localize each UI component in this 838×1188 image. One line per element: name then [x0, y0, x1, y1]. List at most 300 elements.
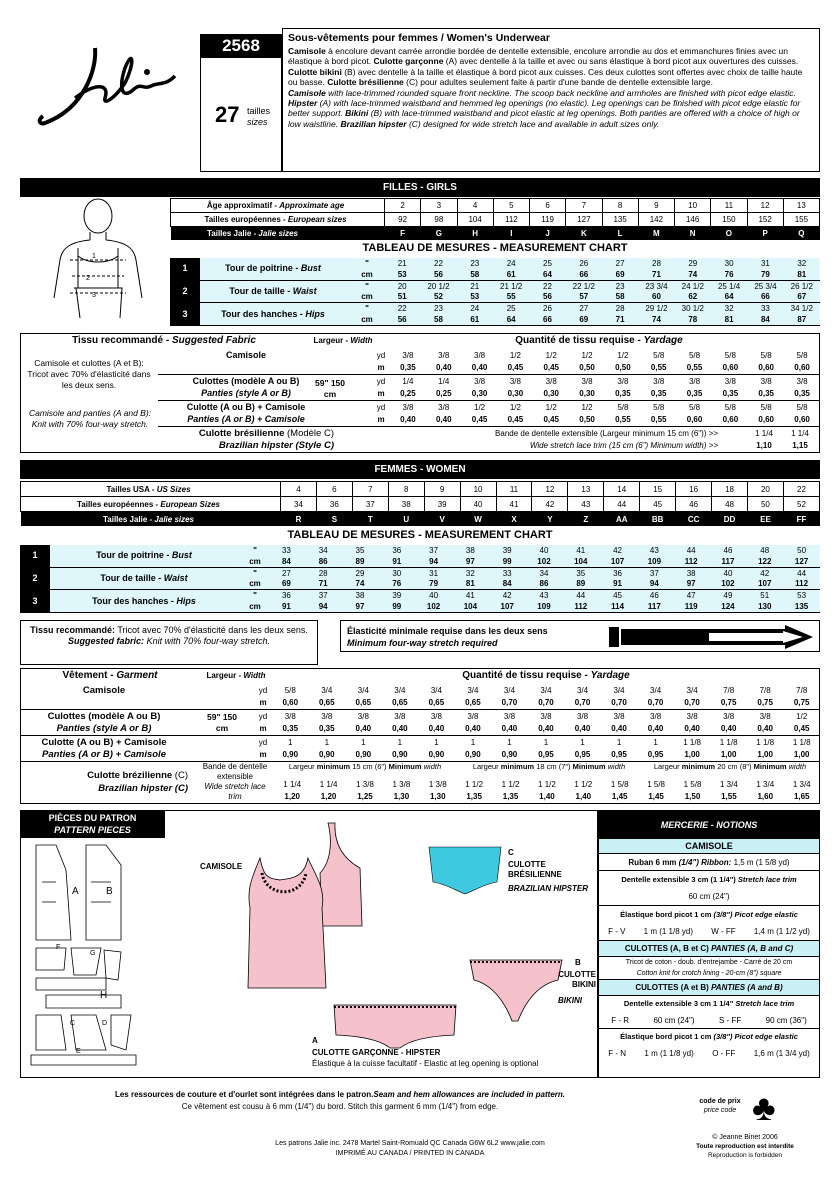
wyard-en: [20, 696, 200, 709]
us-cell: 12: [532, 482, 568, 497]
in-cell: 20 1/2: [427, 281, 450, 291]
eu-cell: 98: [421, 213, 457, 227]
ribbon-value: 1,5 m (1 5/8 yd): [733, 858, 790, 867]
jalie-logo: [25, 28, 195, 138]
in-cell: 34 1/2: [790, 304, 813, 314]
unit-cm: cm: [361, 315, 373, 325]
cm-cell: 71: [615, 315, 625, 325]
weu-cell: 50: [747, 497, 783, 512]
women-measure-table: [20, 545, 820, 613]
us-cell: 8: [388, 482, 424, 497]
wm-cell: 0,90: [465, 750, 481, 760]
wbrazil-m: 1,45: [648, 791, 664, 801]
notions-lace3b: Dentelle extensible 3 cm 1 1/4" Stretch lace trim: [623, 999, 795, 1008]
yd-cell: 3/8: [474, 376, 486, 386]
women-lace-fr: Bande de dentelle extensible: [202, 762, 268, 781]
in-cell: 26: [579, 258, 589, 268]
m-cell: 0,40: [435, 363, 452, 373]
cm-cell: 60: [652, 292, 661, 302]
win-cell: 27: [281, 568, 291, 578]
age-cell: 3: [421, 199, 457, 213]
b-en: BIKINI: [558, 996, 582, 1005]
wyd-cell: 3/8: [284, 711, 296, 721]
wunit-cm: cm: [249, 556, 261, 566]
us-cell: 11: [496, 482, 532, 497]
cm-cell: 64: [506, 315, 516, 325]
wyd-cell: 1: [653, 737, 658, 747]
cm-cell: 56: [434, 269, 443, 279]
girls-width-title: Largeur - Width: [313, 336, 373, 345]
yd-cell: 1/2: [509, 350, 521, 360]
wbrazil-yd: 1 3/8: [392, 779, 411, 789]
in-cell: 25 1/4: [717, 281, 741, 291]
wcm-cell: 97: [465, 556, 475, 566]
in-cell: 24: [470, 304, 480, 314]
m-cell: 0,35: [400, 363, 416, 373]
in-cell: 25: [543, 258, 552, 268]
wyd-cell: 3/8: [394, 711, 406, 721]
weu-cell: 36: [316, 497, 352, 512]
fv-range: F - V: [608, 927, 626, 936]
svg-text:3: 3: [92, 292, 96, 299]
repro-fr: Toute reproduction est interdite: [696, 1143, 794, 1150]
seam-en: Seam and hem allowances are included in pattern.: [373, 1090, 566, 1099]
win-cell: 42: [613, 545, 623, 555]
win-cell: 36: [281, 591, 291, 601]
wyd-cell: 3/8: [650, 711, 662, 721]
eu-cell: 152: [747, 213, 783, 227]
wcm-cell: 91: [613, 579, 623, 589]
wjalie-cell: AA: [615, 514, 628, 524]
piece-label-b: B: [106, 886, 113, 897]
in-cell: 31: [760, 258, 770, 268]
win-cell: 30: [392, 568, 402, 578]
weu-cell: 41: [496, 497, 532, 512]
wm-cell: 0,40: [574, 724, 591, 734]
wcm-cell: 94: [649, 579, 659, 589]
women-garment-title: Vêtement - Garment: [62, 670, 158, 681]
wyd-cell: 3/4: [394, 685, 406, 695]
wcm-cell: 84: [502, 579, 512, 589]
cm-cell: 55: [506, 292, 516, 302]
weu-cell: 48: [712, 497, 748, 512]
wff-value: 1,4 m (1 1/2 yd): [753, 927, 810, 936]
wyd-cell: 3/4: [357, 685, 369, 695]
in-cell: 24: [506, 258, 516, 268]
wbrazil-yd: 1 5/8: [647, 779, 665, 789]
wcm-cell: 107: [500, 602, 514, 612]
wcm-cell: 91: [392, 556, 402, 566]
wbrazil-yd: 1 1/4: [283, 779, 302, 789]
yd-cell: 5/8: [653, 402, 665, 412]
weu-cell: 52: [783, 497, 819, 512]
wcm-cell: 102: [537, 556, 551, 566]
us-cell: 6: [316, 482, 352, 497]
wm-cell: 0,65: [392, 698, 408, 708]
wm-cell: 0,40: [720, 724, 737, 734]
wyard-gap: [200, 696, 254, 709]
row-num: 3: [170, 303, 200, 326]
wm-cell: 0,90: [282, 750, 299, 760]
girls-chart-title: TABLEAU DE MESURES - MEASUREMENT CHART: [362, 242, 628, 254]
wjalie-cell: Z: [583, 514, 589, 524]
wjalie-cell: W: [474, 514, 482, 524]
wunit-m: m: [259, 750, 267, 760]
wrow-num: 1: [20, 545, 50, 567]
cm-cell: 57: [579, 292, 589, 302]
wcm-cell: 89: [355, 556, 365, 566]
wbrazil-yd: 1 3/4: [792, 779, 811, 789]
cm-cell: 81: [797, 269, 807, 279]
girls-yardage-title: Quantité de tissu requise - Yardage: [515, 335, 683, 346]
sff-range: S - FF: [718, 1016, 742, 1025]
wm-cell: 0,75: [720, 698, 737, 708]
m-cell: 0,35: [686, 389, 703, 399]
win-cell: 49: [723, 591, 733, 601]
women-banner: FEMMES - WOMEN: [20, 460, 820, 479]
row-label: Tour des hanches - Hips: [221, 308, 325, 319]
wrow-num: 3: [20, 590, 50, 613]
in-cell: 26: [543, 304, 552, 314]
wcm-cell: 102: [721, 579, 735, 589]
wm-cell: 0,35: [319, 724, 335, 734]
yd-cell: 3/8: [796, 376, 808, 386]
eu-cell: 127: [566, 213, 602, 227]
us-cell: 18: [712, 482, 748, 497]
yard-fr: Culotte (A ou B) + Camisole: [186, 401, 306, 412]
yd-cell: 5/8: [796, 350, 808, 360]
hipster-drawing: [330, 1000, 460, 1050]
win-cell: 34: [318, 545, 328, 555]
m-cell: 0,30: [543, 389, 560, 399]
girls-brazil-yd-p: 1 1/4: [791, 429, 809, 438]
sizes-box: [200, 58, 282, 172]
pieces-title-en: PATTERN PIECES: [54, 825, 131, 835]
win-cell: 37: [318, 591, 328, 601]
yard-en: [158, 361, 336, 374]
wcm-cell: 124: [721, 602, 735, 612]
yd-cell: 5/8: [760, 402, 772, 412]
pieces-title-fr: PIÈCES DU PATRON: [48, 813, 137, 823]
cm-cell: 74: [688, 269, 698, 279]
in-cell: 23 3/4: [645, 281, 668, 291]
weu-cell: 40: [460, 497, 496, 512]
m-cell: 0,55: [650, 363, 667, 373]
m-cell: 0,45: [507, 415, 524, 425]
wff-range: W - FF: [711, 927, 736, 936]
wunit-cm: cm: [249, 579, 261, 589]
win-cell: 53: [797, 591, 807, 601]
wm-cell: 0,65: [465, 698, 481, 708]
wyd-cell: 1: [543, 737, 549, 747]
women-width: 59" 150 cm: [206, 712, 238, 733]
b-label: B: [575, 958, 581, 967]
win-cell: 36: [613, 568, 623, 578]
wcm-cell: 112: [795, 579, 809, 589]
age-cell: 2: [385, 199, 421, 213]
win-cell: 46: [649, 591, 659, 601]
cm-cell: 61: [506, 269, 516, 279]
m-cell: 0,45: [543, 363, 560, 373]
cm-cell: 66: [579, 269, 589, 279]
yd-cell: 3/8: [474, 350, 486, 360]
cm-cell: 58: [470, 269, 480, 279]
wyard-gap: [200, 709, 254, 722]
yard-gap: [336, 387, 372, 400]
cm-cell: 84: [760, 315, 770, 325]
in-cell: 29: [688, 258, 698, 268]
wm-cell: 0,75: [757, 698, 773, 708]
unit-yd: yd: [376, 376, 386, 386]
win-cell: 51: [760, 591, 770, 601]
cm-cell: 58: [615, 292, 625, 302]
wjalie-cell: S: [331, 514, 338, 524]
girls-size-table: [170, 198, 820, 240]
us-cell: 20: [747, 482, 783, 497]
wcm-cell: 97: [686, 579, 696, 589]
wcm-cell: 76: [392, 579, 402, 589]
wunit-in: ": [253, 591, 257, 601]
in-cell: 30: [724, 258, 734, 268]
in-cell: 24 1/2: [681, 281, 704, 291]
in-cell: 23: [470, 258, 480, 268]
wcm-cell: 130: [758, 602, 772, 612]
wm-cell: 0,90: [319, 750, 335, 760]
wyd-cell: 7/8: [759, 685, 771, 695]
wyd-cell: 1: [288, 737, 293, 747]
piece-label-c: C: [70, 1020, 76, 1027]
yd-cell: 1/2: [581, 350, 593, 360]
in-cell: 30 1/2: [681, 304, 704, 314]
wyd-cell: 3/8: [321, 711, 333, 721]
cm-cell: 56: [397, 315, 407, 325]
girls-width: 59" 150 cm: [314, 378, 346, 399]
wcm-cell: 86: [539, 579, 549, 589]
yard-en: Panties (A or B) + Camisole: [187, 414, 305, 425]
wyd-cell: 7/8: [796, 685, 808, 695]
wyd-cell: 1 1/8: [719, 737, 738, 747]
yd-cell: 5/8: [760, 350, 772, 360]
footer-stitch: Ce vêtement est cousu à 6 mm (1/4") du bord. Stitch this garment 6 mm (1/4") from edge.: [181, 1102, 499, 1111]
wcm-cell: 79: [429, 579, 439, 589]
wm-cell: 0,40: [684, 724, 700, 734]
wcm-cell: 102: [426, 602, 441, 612]
piece-label-e: E: [76, 1048, 81, 1055]
unit-m: m: [377, 389, 385, 399]
m-cell: 0,35: [722, 389, 739, 399]
wyd-cell: 1: [507, 737, 512, 747]
notions-picot2: Élastique bord picot 1 cm (3/8") Picot edge elastic: [620, 1032, 798, 1041]
notions-lace3b-row: [599, 1012, 819, 1029]
piece-label-g: G: [90, 950, 96, 957]
win-cell: 50: [797, 545, 807, 555]
weu-cell: 42: [532, 497, 568, 512]
m-cell: 0,40: [471, 363, 488, 373]
wjalie-cell: V: [439, 514, 445, 524]
yd-cell: 1/4: [402, 376, 414, 386]
age-cell: 11: [711, 199, 747, 213]
wunit-m: m: [259, 698, 267, 708]
in-cell: 23: [434, 304, 443, 314]
yd-cell: 5/8: [724, 402, 736, 412]
m-cell: 0,45: [507, 363, 524, 373]
yard-en: Panties (style A or B): [201, 388, 291, 399]
wjalie-cell: CC: [687, 514, 700, 524]
wm-cell: 0,75: [793, 698, 810, 708]
in-cell: 26 1/2: [790, 281, 813, 291]
in-cell: 22: [543, 281, 552, 291]
wm-cell: 0,45: [793, 724, 810, 734]
wunit-in: ": [253, 568, 257, 578]
girls-yardage-table: [158, 349, 820, 427]
win-cell: 48: [760, 545, 770, 555]
cm-cell: 66: [760, 292, 770, 302]
stretch-arrow: [609, 625, 815, 649]
weu-cell: 46: [676, 497, 712, 512]
cm-cell: 58: [434, 315, 443, 325]
wcm-cell: 94: [318, 602, 328, 612]
wrow-label: Tour de taille - Waist: [100, 572, 188, 583]
m-cell: 0,60: [794, 363, 810, 373]
yd-cell: 5/8: [724, 350, 736, 360]
age-cell: 10: [675, 199, 711, 213]
wyd-cell: 1: [324, 737, 330, 747]
wbrazil-m: 1,55: [721, 791, 737, 801]
brazilian-drawing: [425, 842, 505, 897]
jalie-cell: P: [762, 229, 768, 239]
wrow-label: Tour des hanches - Hips: [92, 595, 196, 606]
yd-cell: 3/8: [402, 402, 414, 412]
unit-cm: cm: [361, 292, 373, 302]
wm-cell: 0,40: [428, 724, 445, 734]
wm-cell: 0,70: [647, 698, 664, 708]
women-lace-en: Wide stretch lace trim: [204, 782, 266, 801]
win-cell: 41: [576, 545, 586, 555]
wcm-cell: 84: [281, 556, 291, 566]
yard-fr: Camisole: [225, 349, 267, 360]
fv-value: 1 m (1 1/8 yd): [643, 927, 693, 936]
pattern-number: 2568: [200, 34, 282, 58]
wm-cell: 0,90: [428, 750, 445, 760]
off-value: 1,6 m (1 3/4 yd): [753, 1049, 810, 1058]
m-cell: 0,25: [400, 389, 416, 399]
cm-cell: 62: [688, 292, 698, 302]
wcm-cell: 119: [684, 602, 698, 612]
wyd-cell: 3/4: [686, 685, 698, 695]
win-cell: 40: [723, 568, 733, 578]
unit-yd: yd: [376, 350, 386, 360]
wyd-cell: 1: [434, 737, 439, 747]
wm-cell: 0,70: [684, 698, 700, 708]
age-cell: 12: [747, 199, 783, 213]
b-fr: CULOTTE BIKINI: [558, 970, 596, 989]
notions-cul-abc: CULOTTES (A, B et C) PANTIES (A, B and C): [599, 941, 819, 957]
win-cell: 38: [465, 545, 475, 555]
wyd-cell: 3/4: [430, 685, 442, 695]
wbrazil-yd: 1 5/8: [683, 779, 702, 789]
eu-cell: 104: [457, 213, 493, 227]
in-cell: 33: [760, 304, 770, 314]
weu-cell: 37: [352, 497, 388, 512]
wbrazil-yd: 1 1/2: [538, 779, 556, 789]
notions-picot-row: [599, 923, 819, 941]
title: Sous-vêtements pour femmes / Women's Underwear: [288, 32, 550, 44]
wyd-cell: 1: [397, 737, 403, 747]
unit-m: m: [377, 415, 385, 425]
m-cell: 0,60: [794, 415, 810, 425]
yd-cell: 3/8: [688, 376, 701, 386]
c-fr: CULOTTE BRÉSILIENNE: [508, 860, 562, 879]
age-cell: 9: [638, 199, 674, 213]
notions-title: MERCERIE - NOTIONS: [599, 811, 819, 839]
wbrazil-m: 1,30: [393, 791, 410, 801]
women-yardage-table: [20, 684, 820, 762]
wm-cell: 0,95: [538, 750, 554, 760]
cm-cell: 66: [543, 315, 552, 325]
girl-figure: [30, 198, 165, 323]
wcm-cell: 89: [576, 579, 586, 589]
wcm-cell: 107: [610, 556, 625, 566]
m-cell: 0,30: [471, 389, 488, 399]
m-cell: 0,35: [615, 389, 631, 399]
girls-lace-fr: Bande de dentelle extensible (Largeur minimum 15 cm (6")) >>: [495, 429, 718, 438]
wjalie-cell: X: [511, 514, 517, 524]
notions-cotton: Tricot de coton - doub. d'entrejambe - Carré de 20 cm: [625, 959, 793, 966]
m-cell: 0,30: [579, 389, 595, 399]
jalie-cell: O: [725, 229, 732, 239]
c-en: BRAZILIAN HIPSTER: [508, 884, 588, 893]
girls-fabric-title: Tissu recommandé - Suggested Fabric: [72, 335, 256, 346]
m-cell: 0,50: [615, 363, 631, 373]
girls-brazil-fr: Culotte brésilienne (Modèle C): [198, 428, 334, 439]
girls-measure-table: [170, 258, 820, 326]
m-cell: 0,60: [758, 363, 774, 373]
wyd-cell: 3/4: [576, 685, 589, 695]
yd-cell: 3/8: [509, 376, 521, 386]
wm-cell: 0,65: [428, 698, 445, 708]
cm-cell: 64: [543, 269, 552, 279]
wbrazil-m: 1,20: [284, 791, 300, 801]
yd-cell: 3/8: [617, 376, 629, 386]
jalie-cell: G: [435, 229, 442, 239]
wyd-cell: 3/8: [430, 711, 442, 721]
wm-cell: 0,40: [501, 724, 518, 734]
wm-cell: 1,00: [720, 750, 737, 760]
wcm-cell: 109: [537, 602, 551, 612]
m-cell: 0,60: [758, 415, 774, 425]
in-cell: 22 1/2: [572, 281, 595, 291]
cm-cell: 56: [543, 292, 552, 302]
cm-cell: 67: [797, 292, 807, 302]
wbrazil-m: 1,50: [684, 791, 701, 801]
cm-cell: 74: [652, 315, 661, 325]
yd-cell: 1/2: [617, 350, 629, 360]
row-label: Tour de taille - Waist: [229, 285, 317, 296]
off-range: O - FF: [712, 1049, 736, 1058]
jalie-cell: J: [545, 229, 550, 239]
wcm-cell: 104: [574, 556, 588, 566]
cm-cell: 69: [579, 315, 589, 325]
win-cell: 43: [649, 545, 659, 555]
cm-cell: 81: [724, 315, 734, 325]
wyd-cell: 1 1/8: [756, 737, 775, 747]
notions-cul-ab: CULOTTES (A et B) PANTIES (A and B): [599, 980, 819, 996]
yd-cell: 1/2: [545, 402, 557, 412]
address: Les patrons Jalie inc. 2478 Martel Saint-Romuald QC Canada G6W 6L2 www.jalie.com: [275, 1140, 545, 1147]
wcm-cell: 114: [611, 602, 625, 612]
desc-fr: Camisole à encolure devant carrée arrondie bordée de dentelle extensible, encolure arrondie au dos et emmanchures finies avec un élastique à bord picot. Culotte garçonne (A) avec dentelle à la taille et avec ou sans élastique à bord picot aux ouvertures des cuisses. Culotte bikini (B) avec dentelle à la taille et élastique à bord picot aux cuisses. Ces deux culottes sont offertes avec choix de taille haute ou basse. Culotte brésilienne (C) pour adultes seulement faite à partir d'une bande de dentelle extensible large.: [288, 46, 803, 88]
in-cell: 23: [615, 281, 625, 291]
